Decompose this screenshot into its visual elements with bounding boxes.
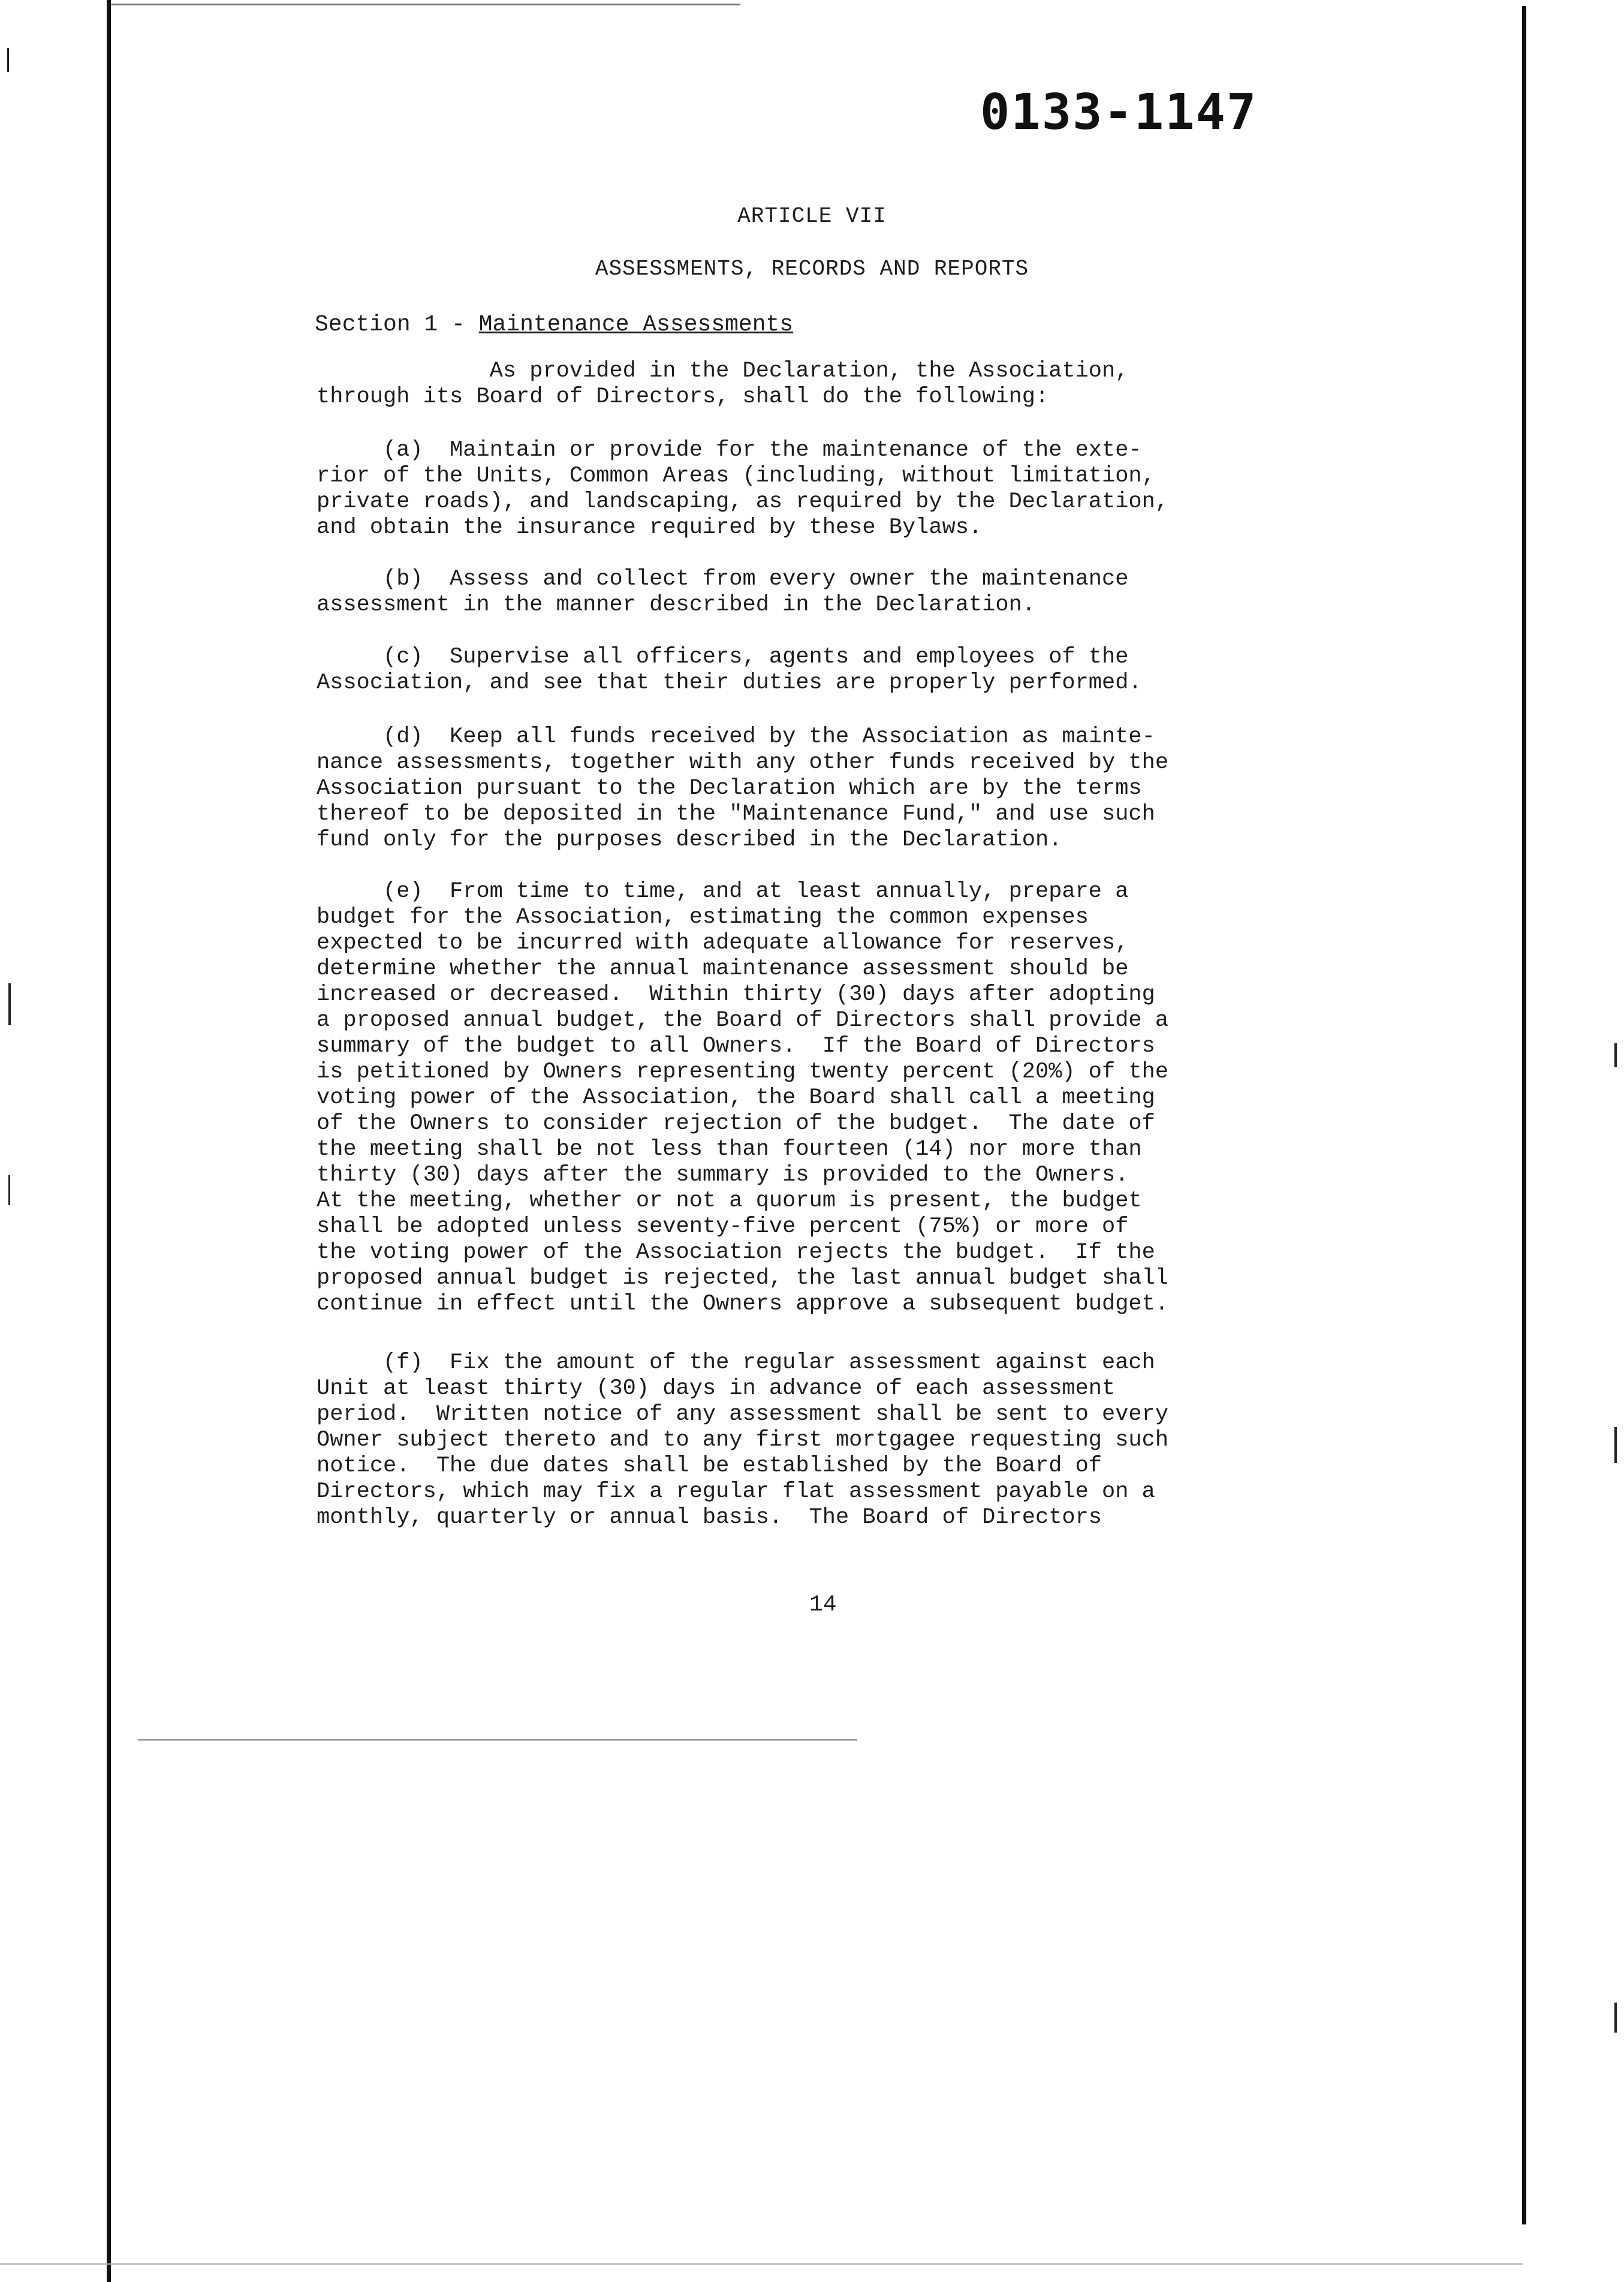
scan-left-border xyxy=(107,0,111,2282)
scan-speck xyxy=(8,983,11,1025)
paragraph-f: (f) Fix the amount of the regular assessment against each Unit at least thirty (30) days in advance of each assessment period. Written notice of any assessment shall be sent to every Owner subject thereto and to any first mortgagee requesting such notice. The due dates shall be established by the Board of Directors, which may fix a regular flat assessment payable on a monthly, quarterly or annual basis. The Board of Directors xyxy=(317,1350,1169,1530)
section-heading xyxy=(315,312,793,338)
section-prefix: Section 1 - xyxy=(315,312,479,338)
document-number: 0133-1147 xyxy=(980,84,1258,141)
paragraph-c: (c) Supervise all officers, agents and employees of the Association, and see that their duties are properly performed. xyxy=(317,645,1142,696)
scan-speck xyxy=(7,48,9,72)
article-title: ARTICLE VII xyxy=(737,204,887,228)
section-title: Maintenance Assessments xyxy=(478,312,794,338)
scan-speck xyxy=(8,1175,10,1205)
page-number: 14 xyxy=(809,1592,837,1618)
scan-speck xyxy=(1614,1427,1617,1463)
paragraph-a: (a) Maintain or provide for the maintenance of the exte- rior of the Units, Common Areas (including, without limitation, private roads), and landscaping, as required by the Declaration, and obtain the insurance required by these Bylaws. xyxy=(317,438,1169,540)
scan-right-border xyxy=(1522,6,1526,2224)
scan-page-edge-line xyxy=(138,1739,857,1741)
paragraph-d: (d) Keep all funds received by the Association as mainte- nance assessments, together with any other funds received by the Association pursuant to the Declaration which are by the terms thereof to be deposited in the "Maintenance Fund," and use such fund only for the purposes described in the Declaration. xyxy=(317,724,1169,853)
paragraph-e: (e) From time to time, and at least annually, prepare a budget for the Association, estimating the common expenses expected to be incurred with adequate allowance for reserves, determine whether the annual maintenance assessment should be increased or decreased. Within thirty (30) days after adopting a proposed annual budget, the Board of Directors shall provide a summary of the budget to all Owners. If the Board of Directors is petitioned by Owners representing twenty percent (20%) of the voting power of the Association, the Board shall call a meeting of the Owners to consider rejection of the budget. The date of the meeting shall be not less than fourteen (14) nor more than thirty (30) days after the summary is provided to the Owners. At the meeting, whether or not a quorum is present, the budget shall be adopted unless seventy-five percent (75%) or more of the voting power of the Association rejects the budget. If the proposed annual budget is rejected, the last annual budget shall continue in effect until the Owners approve a subsequent budget. xyxy=(317,879,1169,1317)
scan-speck xyxy=(1614,2003,1617,2033)
paragraph-b: (b) Assess and collect from every owner the maintenance assessment in the manner described in the Declaration. xyxy=(317,567,1129,618)
scan-speck xyxy=(1614,1043,1617,1067)
scan-top-edge xyxy=(111,4,740,5)
intro-paragraph: As provided in the Declaration, the Association, through its Board of Directors, shall do the following: xyxy=(317,359,1129,410)
article-subtitle: ASSESSMENTS, RECORDS AND REPORTS xyxy=(595,257,1029,281)
scan-bottom-edge xyxy=(0,2263,1523,2265)
